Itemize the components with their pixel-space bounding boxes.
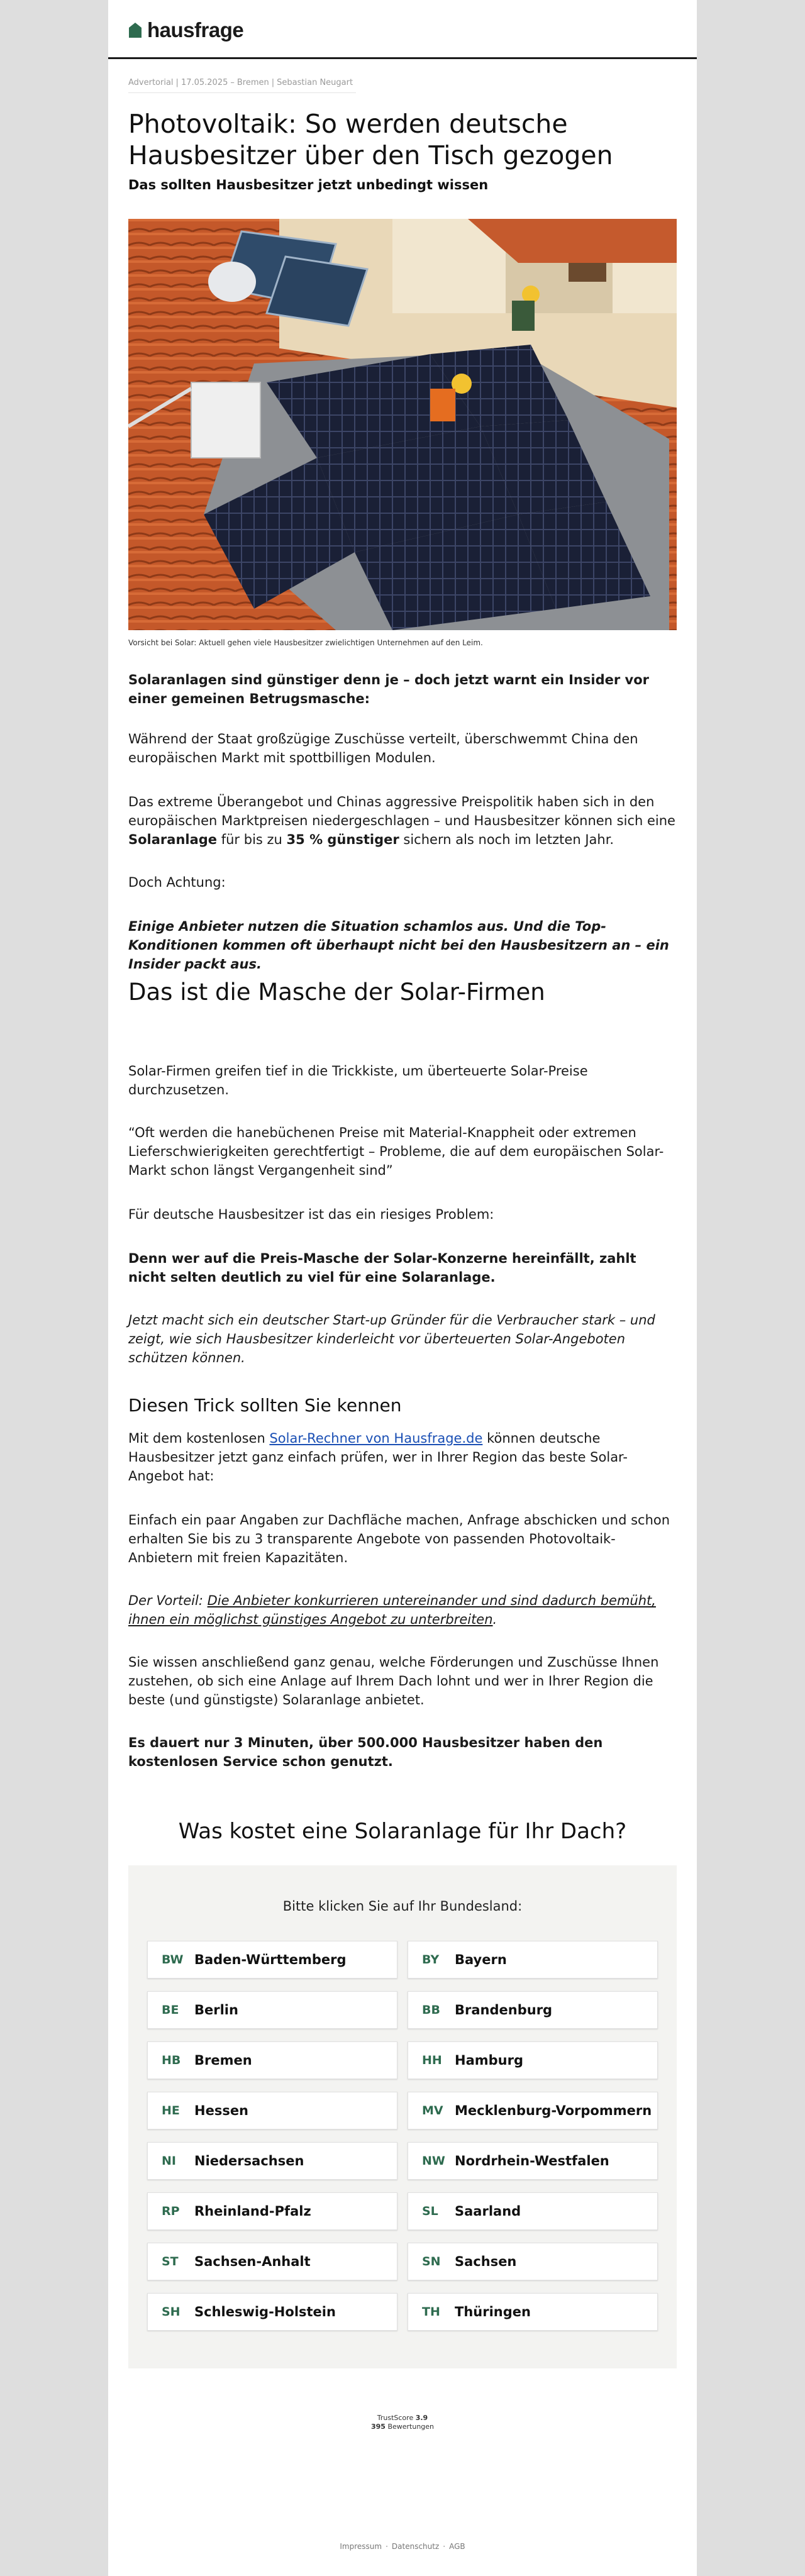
state-name: Rheinland-Pfalz	[194, 2204, 311, 2219]
state-button-by[interactable]	[408, 1941, 658, 1979]
paragraph-intro: Solaranlagen sind günstiger denn je – doch jetzt warnt ein Insider vor einer gemeinen Betrugsmasche:	[128, 672, 649, 706]
state-abbr: SH	[162, 2305, 180, 2319]
state-button-rp[interactable]	[147, 2192, 397, 2230]
state-abbr: BB	[422, 2003, 440, 2017]
state-abbr: SN	[422, 2255, 441, 2268]
state-abbr: BW	[162, 1953, 184, 1967]
trust-label: TrustScore	[377, 2414, 414, 2422]
p3-part-e: sichern als noch im letzten Jahr.	[399, 832, 614, 847]
paragraph-three-minutes: Es dauert nur 3 Minuten, über 500.000 Hausbesitzer haben den kostenlosen Service schon genutzt.	[128, 1735, 603, 1769]
trust-review-count: 395	[370, 2423, 386, 2431]
p3-part-a: Das extreme Überangebot und Chinas aggressive Preispolitik haben sich in den europäischen Marktpreisen niedergeschlagen – und Hausbesitzer können sich eine	[128, 794, 675, 828]
paragraph-attention: Doch Achtung:	[128, 875, 226, 890]
paragraph-overpay: Denn wer auf die Preis-Masche der Solar-Konzerne hereinfällt, zahlt nicht selten deutlich zu viel für eine Solaranlage.	[128, 1251, 636, 1285]
state-name: Bayern	[455, 1952, 507, 1967]
meta-author: Sebastian Neugart	[277, 78, 353, 87]
state-button-st[interactable]	[147, 2243, 397, 2280]
paragraph-calculator	[128, 1429, 677, 1485]
image-caption: Vorsicht bei Solar: Aktuell gehen viele Hausbesitzer zwielichtigen Unternehmen auf den Leim.	[128, 638, 483, 647]
state-name: Saarland	[455, 2204, 521, 2219]
state-button-nw[interactable]	[408, 2142, 658, 2180]
p13-part-b: Die Anbieter konkurrieren untereinander und sind dadurch bemüht, ihnen ein möglichst günstiges Angebot zu unterbreiten	[128, 1593, 656, 1627]
logo[interactable]	[128, 19, 243, 42]
site-header	[108, 0, 697, 59]
state-abbr: RP	[162, 2204, 180, 2218]
p13-part-c: .	[492, 1612, 497, 1627]
p3-part-d: 35 % günstiger	[286, 832, 399, 847]
hero-image	[128, 219, 677, 630]
trust-review-label: Bewertungen	[387, 2423, 435, 2431]
state-abbr: ST	[162, 2255, 179, 2268]
state-abbr: HB	[162, 2053, 181, 2067]
state-button-he[interactable]	[147, 2092, 397, 2129]
paragraph-quote: “Oft werden die hanebüchenen Preise mit Material-Knappheit oder extremen Lieferschwierigkeiten gerechtfertigt – Probleme, die auf dem europäischen Solar-Markt schon längst Vergangenheit sind”	[128, 1125, 664, 1178]
state-name: Schleswig-Holstein	[194, 2304, 336, 2319]
state-abbr: TH	[422, 2305, 440, 2319]
state-abbr: BE	[162, 2003, 179, 2017]
article-title: Photovoltaik: So werden deutsche Hausbesitzer über den Tisch gezogen	[128, 109, 613, 170]
footer-link-agb[interactable]: AGB	[449, 2542, 465, 2551]
state-abbr: BY	[422, 1953, 440, 1967]
state-button-hh[interactable]	[408, 2041, 658, 2079]
state-button-sn[interactable]	[408, 2243, 658, 2280]
state-button-sh[interactable]	[147, 2293, 397, 2331]
paragraph-advantage	[128, 1591, 677, 1629]
p3-part-b: Solaranlage	[128, 832, 218, 847]
state-name: Brandenburg	[455, 2002, 553, 2018]
footer-link-impressum[interactable]: Impressum	[340, 2542, 382, 2551]
solar-calculator-link[interactable]: Solar-Rechner von Hausfrage.de	[269, 1431, 483, 1446]
paragraph-offers: Einfach ein paar Angaben zur Dachfläche machen, Anfrage abschicken und schon erhalten Sie bis zu 3 transparente Angebote von passenden Photovoltaik-Anbietern mit freien Kapazitäten.	[128, 1513, 670, 1565]
state-abbr: HE	[162, 2104, 180, 2118]
page	[108, 0, 697, 2576]
meta-date: 17.05.2025	[180, 78, 228, 87]
paragraph-prices	[128, 792, 677, 849]
state-button-ni[interactable]	[147, 2142, 397, 2180]
meta-label: Advertorial	[128, 78, 174, 87]
solar-roof-illustration	[128, 219, 677, 630]
paragraph-subsidies: Sie wissen anschließend ganz genau, welche Förderungen und Zuschüsse Ihnen zustehen, ob sich eine Anlage auf Ihrem Dach lohnt und wer in Ihrer Region die beste (und günstigste) Solaranlage anbietet.	[128, 1655, 659, 1707]
house-icon	[128, 22, 142, 38]
state-button-hb[interactable]	[147, 2041, 397, 2079]
state-abbr: SL	[422, 2204, 438, 2218]
article-subtitle: Das sollten Hausbesitzer jetzt unbedingt wissen	[128, 177, 489, 192]
paragraph-china: Während der Staat großzügige Zuschüsse verteilt, überschwemmt China den europäischen Markt mit spottbilligen Modulen.	[128, 731, 638, 765]
trust-widget[interactable]	[128, 2414, 677, 2431]
state-name: Niedersachsen	[194, 2153, 304, 2168]
footer: Impressum · Datenschutz · AGB	[340, 2542, 465, 2551]
p13-part-a: Der Vorteil:	[128, 1593, 208, 1608]
trust-score: 3.9	[415, 2414, 428, 2422]
state-abbr: NI	[162, 2154, 176, 2168]
state-name: Nordrhein-Westfalen	[455, 2153, 609, 2168]
state-name: Berlin	[194, 2002, 238, 2018]
state-name: Bremen	[194, 2053, 252, 2068]
state-name: Hamburg	[455, 2053, 523, 2068]
state-name: Sachsen-Anhalt	[194, 2254, 311, 2269]
calculator-box	[128, 1865, 677, 2368]
logo-wordmark: hausfrage	[147, 18, 244, 42]
state-button-th[interactable]	[408, 2293, 658, 2331]
state-abbr: NW	[422, 2154, 445, 2168]
state-name: Sachsen	[455, 2254, 517, 2269]
section-heading-masche: Das ist die Masche der Solar-Firmen	[128, 979, 545, 1006]
p11-part-a: Mit dem kostenlosen	[128, 1431, 270, 1446]
state-abbr: MV	[422, 2104, 443, 2118]
calculator-title: Was kostet eine Solaranlage für Ihr Dach?	[178, 1819, 627, 1844]
state-name: Mecklenburg-Vorpommern	[455, 2103, 652, 2118]
state-name: Baden-Württemberg	[194, 1952, 347, 1967]
state-button-be[interactable]	[147, 1991, 397, 2029]
state-abbr: HH	[422, 2053, 442, 2067]
meta-city: Bremen	[236, 78, 269, 87]
state-button-sl[interactable]	[408, 2192, 658, 2230]
state-name: Thüringen	[455, 2304, 531, 2319]
paragraph-insider: Einige Anbieter nutzen die Situation schamlos aus. Und die Top-Konditionen kommen oft überhaupt nicht bei den Hausbesitzern an – ein Insider packt aus.	[128, 919, 669, 972]
paragraph-problem: Für deutsche Hausbesitzer ist das ein riesiges Problem:	[128, 1207, 494, 1222]
state-button-mv[interactable]	[408, 2092, 658, 2129]
p11-part-b: können deutsche Hausbesitzer jetzt ganz einfach prüfen, wer in Ihrer Region das beste Solar-Angebot hat:	[128, 1431, 628, 1484]
calculator-prompt: Bitte klicken Sie auf Ihr Bundesland:	[282, 1899, 523, 1914]
section-heading-trick: Diesen Trick sollten Sie kennen	[128, 1395, 402, 1416]
article-meta: Advertorial | 17.05.2025 – Bremen | Sebastian Neugart	[128, 78, 356, 93]
paragraph-trickkiste: Solar-Firmen greifen tief in die Trickkiste, um überteuerte Solar-Preise durchzusetzen.	[128, 1063, 588, 1097]
state-name: Hessen	[194, 2103, 249, 2118]
footer-link-datenschutz[interactable]: Datenschutz	[391, 2542, 440, 2551]
paragraph-founder: Jetzt macht sich ein deutscher Start-up Gründer für die Verbraucher stark – und zeigt, wie sich Hausbesitzer kinderleicht vor überteuerten Solar-Angeboten schützen können.	[128, 1313, 655, 1365]
state-button-bw[interactable]	[147, 1941, 397, 1979]
state-button-bb[interactable]	[408, 1991, 658, 2029]
p3-part-c: für bis zu	[217, 832, 287, 847]
